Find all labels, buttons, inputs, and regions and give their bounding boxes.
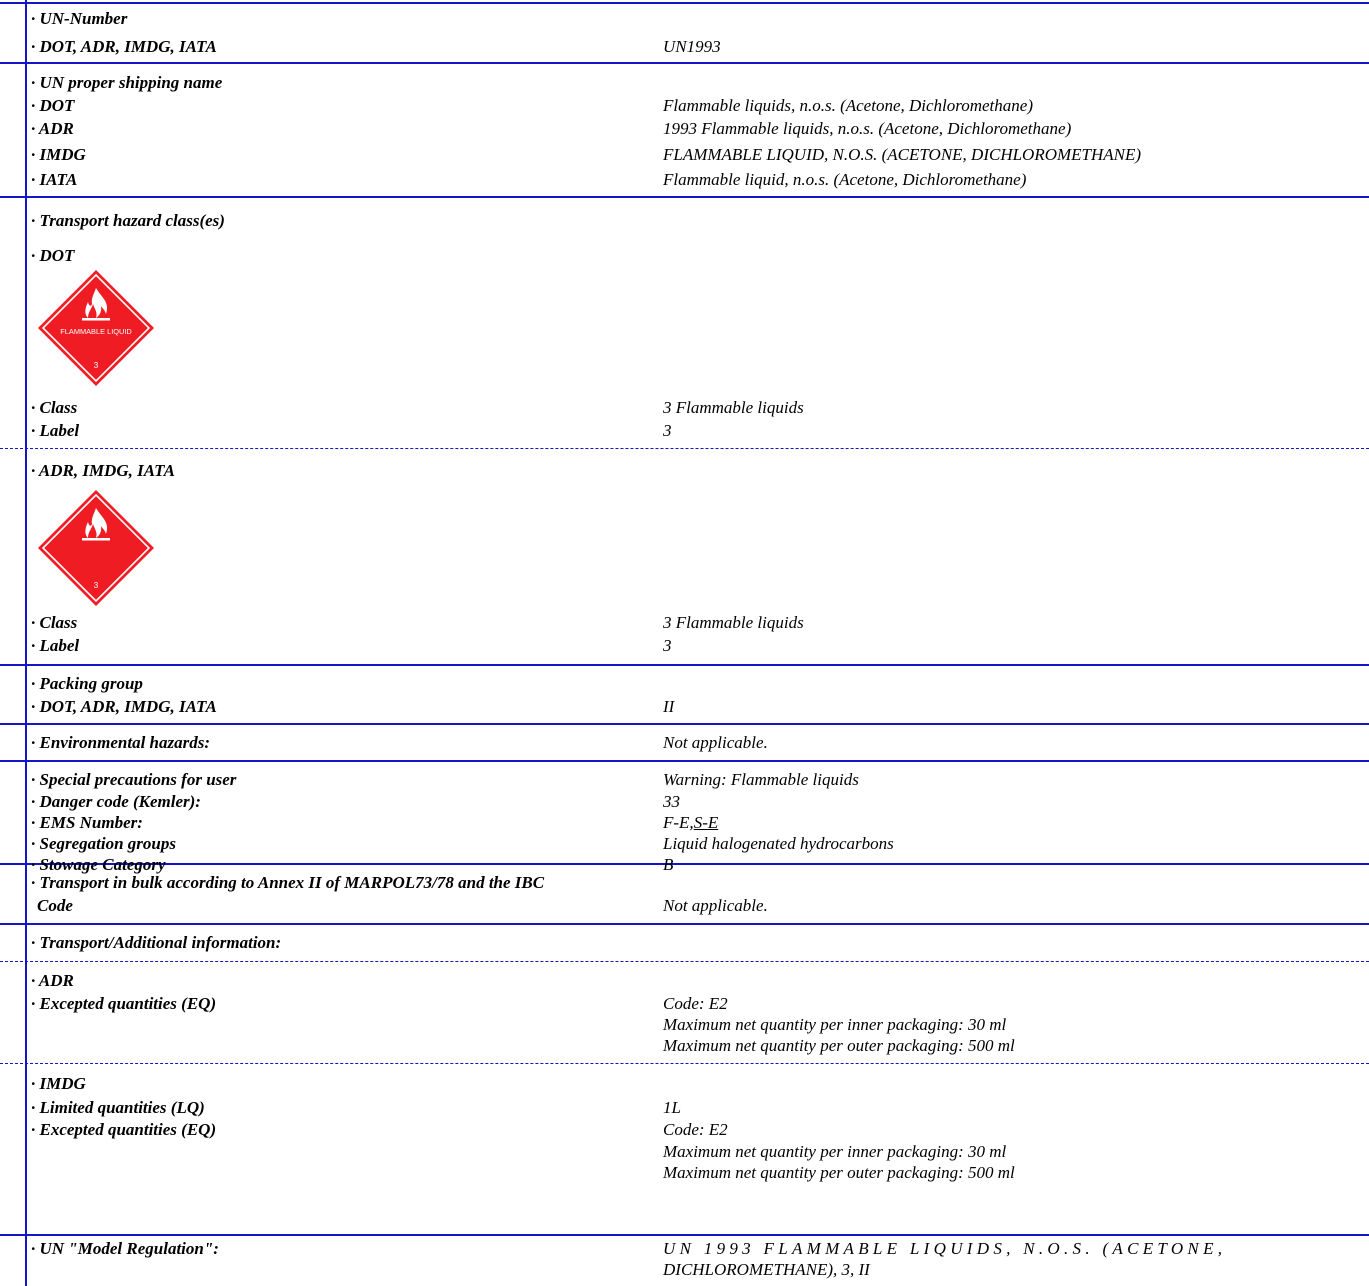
dashed-rule-after-adr bbox=[0, 1063, 1369, 1064]
dot-class-label: · Class bbox=[31, 398, 78, 417]
imdg-section-label: · IMDG bbox=[31, 1074, 86, 1093]
hazard-class-heading: · Transport hazard class(es) bbox=[31, 211, 225, 230]
shipping-name-imdg-label: · IMDG bbox=[31, 145, 86, 164]
dot-placard-number: 3 bbox=[93, 361, 99, 370]
special-precautions-label: · Special precautions for user bbox=[31, 770, 237, 789]
dashed-rule-after-additional-heading bbox=[0, 961, 1369, 962]
ems-number-value bbox=[663, 814, 718, 832]
stowage-category-label: · Stowage Category bbox=[31, 855, 166, 874]
additional-info-heading: · Transport/Additional information: bbox=[31, 933, 282, 952]
special-precautions-value: Warning: Flammable liquids bbox=[663, 770, 859, 789]
imdg-eq-label: · Excepted quantities (EQ) bbox=[31, 1120, 217, 1139]
shipping-name-iata-label: · IATA bbox=[31, 170, 78, 189]
imdg-lq-value: 1L bbox=[663, 1098, 681, 1117]
rule-after-special-precautions bbox=[0, 863, 1369, 865]
danger-code-value: 33 bbox=[663, 792, 680, 811]
model-regulation-value-line1: UN 1993 FLAMMABLE LIQUIDS, N.O.S. (ACETONE, bbox=[663, 1239, 1227, 1258]
hazard-class-adr-label: · ADR, IMDG, IATA bbox=[31, 461, 175, 480]
rule-after-hazard-class bbox=[0, 664, 1369, 666]
bulk-label-line2: Code bbox=[37, 896, 73, 915]
shipping-name-iata-value: Flammable liquid, n.o.s. (Acetone, Dichloromethane) bbox=[663, 170, 1027, 189]
bulk-value: Not applicable. bbox=[663, 896, 768, 915]
adr-label-label: · Label bbox=[31, 636, 80, 655]
shipping-name-heading: · UN proper shipping name bbox=[31, 73, 223, 92]
un-number-heading: · UN-Number bbox=[31, 9, 128, 28]
segregation-groups-label: · Segregation groups bbox=[31, 834, 176, 853]
shipping-name-adr-value: 1993 Flammable liquids, n.o.s. (Acetone, Dichloromethane) bbox=[663, 119, 1072, 138]
rule-after-environmental bbox=[0, 760, 1369, 762]
dashed-rule-after-dot bbox=[0, 448, 1369, 449]
packing-group-value: II bbox=[663, 697, 675, 716]
dot-placard-text: FLAMMABLE LIQUID bbox=[60, 327, 132, 336]
un-number-value: UN1993 bbox=[663, 37, 721, 56]
adr-class-label: · Class bbox=[31, 613, 78, 632]
environmental-hazards-label: · Environmental hazards: bbox=[31, 733, 211, 752]
un-number-label: · DOT, ADR, IMDG, IATA bbox=[31, 37, 217, 56]
rule-after-packing-group bbox=[0, 723, 1369, 725]
stowage-category-value: B bbox=[663, 855, 674, 874]
shipping-name-imdg-value: FLAMMABLE LIQUID, N.O.S. (ACETONE, DICHLOROMETHANE) bbox=[663, 145, 1142, 164]
adr-section-label: · ADR bbox=[31, 971, 74, 990]
packing-group-label: · DOT, ADR, IMDG, IATA bbox=[31, 697, 217, 716]
danger-code-label: · Danger code (Kemler): bbox=[31, 792, 201, 811]
imdg-eq-inner: Maximum net quantity per inner packaging: 30 ml bbox=[663, 1142, 1007, 1161]
adr-class-value: 3 Flammable liquids bbox=[663, 613, 804, 632]
ems-number-label: · EMS Number: bbox=[31, 813, 143, 832]
shipping-name-adr-label: · ADR bbox=[31, 119, 74, 138]
ems-number-prefix: F-E, bbox=[663, 813, 694, 832]
adr-eq-code: Code: E2 bbox=[663, 994, 728, 1013]
environmental-hazards-value: Not applicable. bbox=[663, 733, 768, 752]
dot-label-value: 3 bbox=[663, 421, 672, 440]
bulk-label-line1: · Transport in bulk according to Annex II of MARPOL73/78 and the IBC bbox=[31, 873, 545, 892]
adr-eq-inner: Maximum net quantity per inner packaging: 30 ml bbox=[663, 1015, 1007, 1034]
ems-number-underlined: S-E bbox=[693, 813, 719, 832]
left-border bbox=[25, 0, 27, 1286]
rule-after-bulk bbox=[0, 923, 1369, 925]
rule-top bbox=[0, 2, 1369, 4]
segregation-groups-value: Liquid halogenated hydrocarbons bbox=[663, 834, 894, 853]
shipping-name-dot-value: Flammable liquids, n.o.s. (Acetone, Dichloromethane) bbox=[663, 96, 1033, 115]
imdg-eq-code: Code: E2 bbox=[663, 1120, 728, 1139]
hazard-class-dot-label: · DOT bbox=[31, 246, 75, 265]
rule-after-imdg bbox=[0, 1234, 1369, 1236]
dot-label-label: · Label bbox=[31, 421, 80, 440]
imdg-lq-label: · Limited quantities (LQ) bbox=[31, 1098, 205, 1117]
dot-class-value: 3 Flammable liquids bbox=[663, 398, 804, 417]
adr-placard-number: 3 bbox=[93, 581, 99, 590]
model-regulation-label: · UN "Model Regulation": bbox=[31, 1239, 219, 1258]
rule-after-shipping-name bbox=[0, 196, 1369, 198]
model-regulation-value-line2: DICHLOROMETHANE), 3, II bbox=[663, 1260, 870, 1279]
adr-label-value: 3 bbox=[663, 636, 672, 655]
adr-flammable-liquid-placard-icon bbox=[36, 488, 156, 608]
shipping-name-dot-label: · DOT bbox=[31, 96, 75, 115]
dot-flammable-liquid-placard-icon bbox=[36, 268, 156, 388]
imdg-eq-outer: Maximum net quantity per outer packaging: 500 ml bbox=[663, 1163, 1015, 1182]
packing-group-heading: · Packing group bbox=[31, 674, 143, 693]
adr-eq-label: · Excepted quantities (EQ) bbox=[31, 994, 217, 1013]
adr-eq-outer: Maximum net quantity per outer packaging: 500 ml bbox=[663, 1036, 1015, 1055]
rule-after-un-number bbox=[0, 62, 1369, 64]
